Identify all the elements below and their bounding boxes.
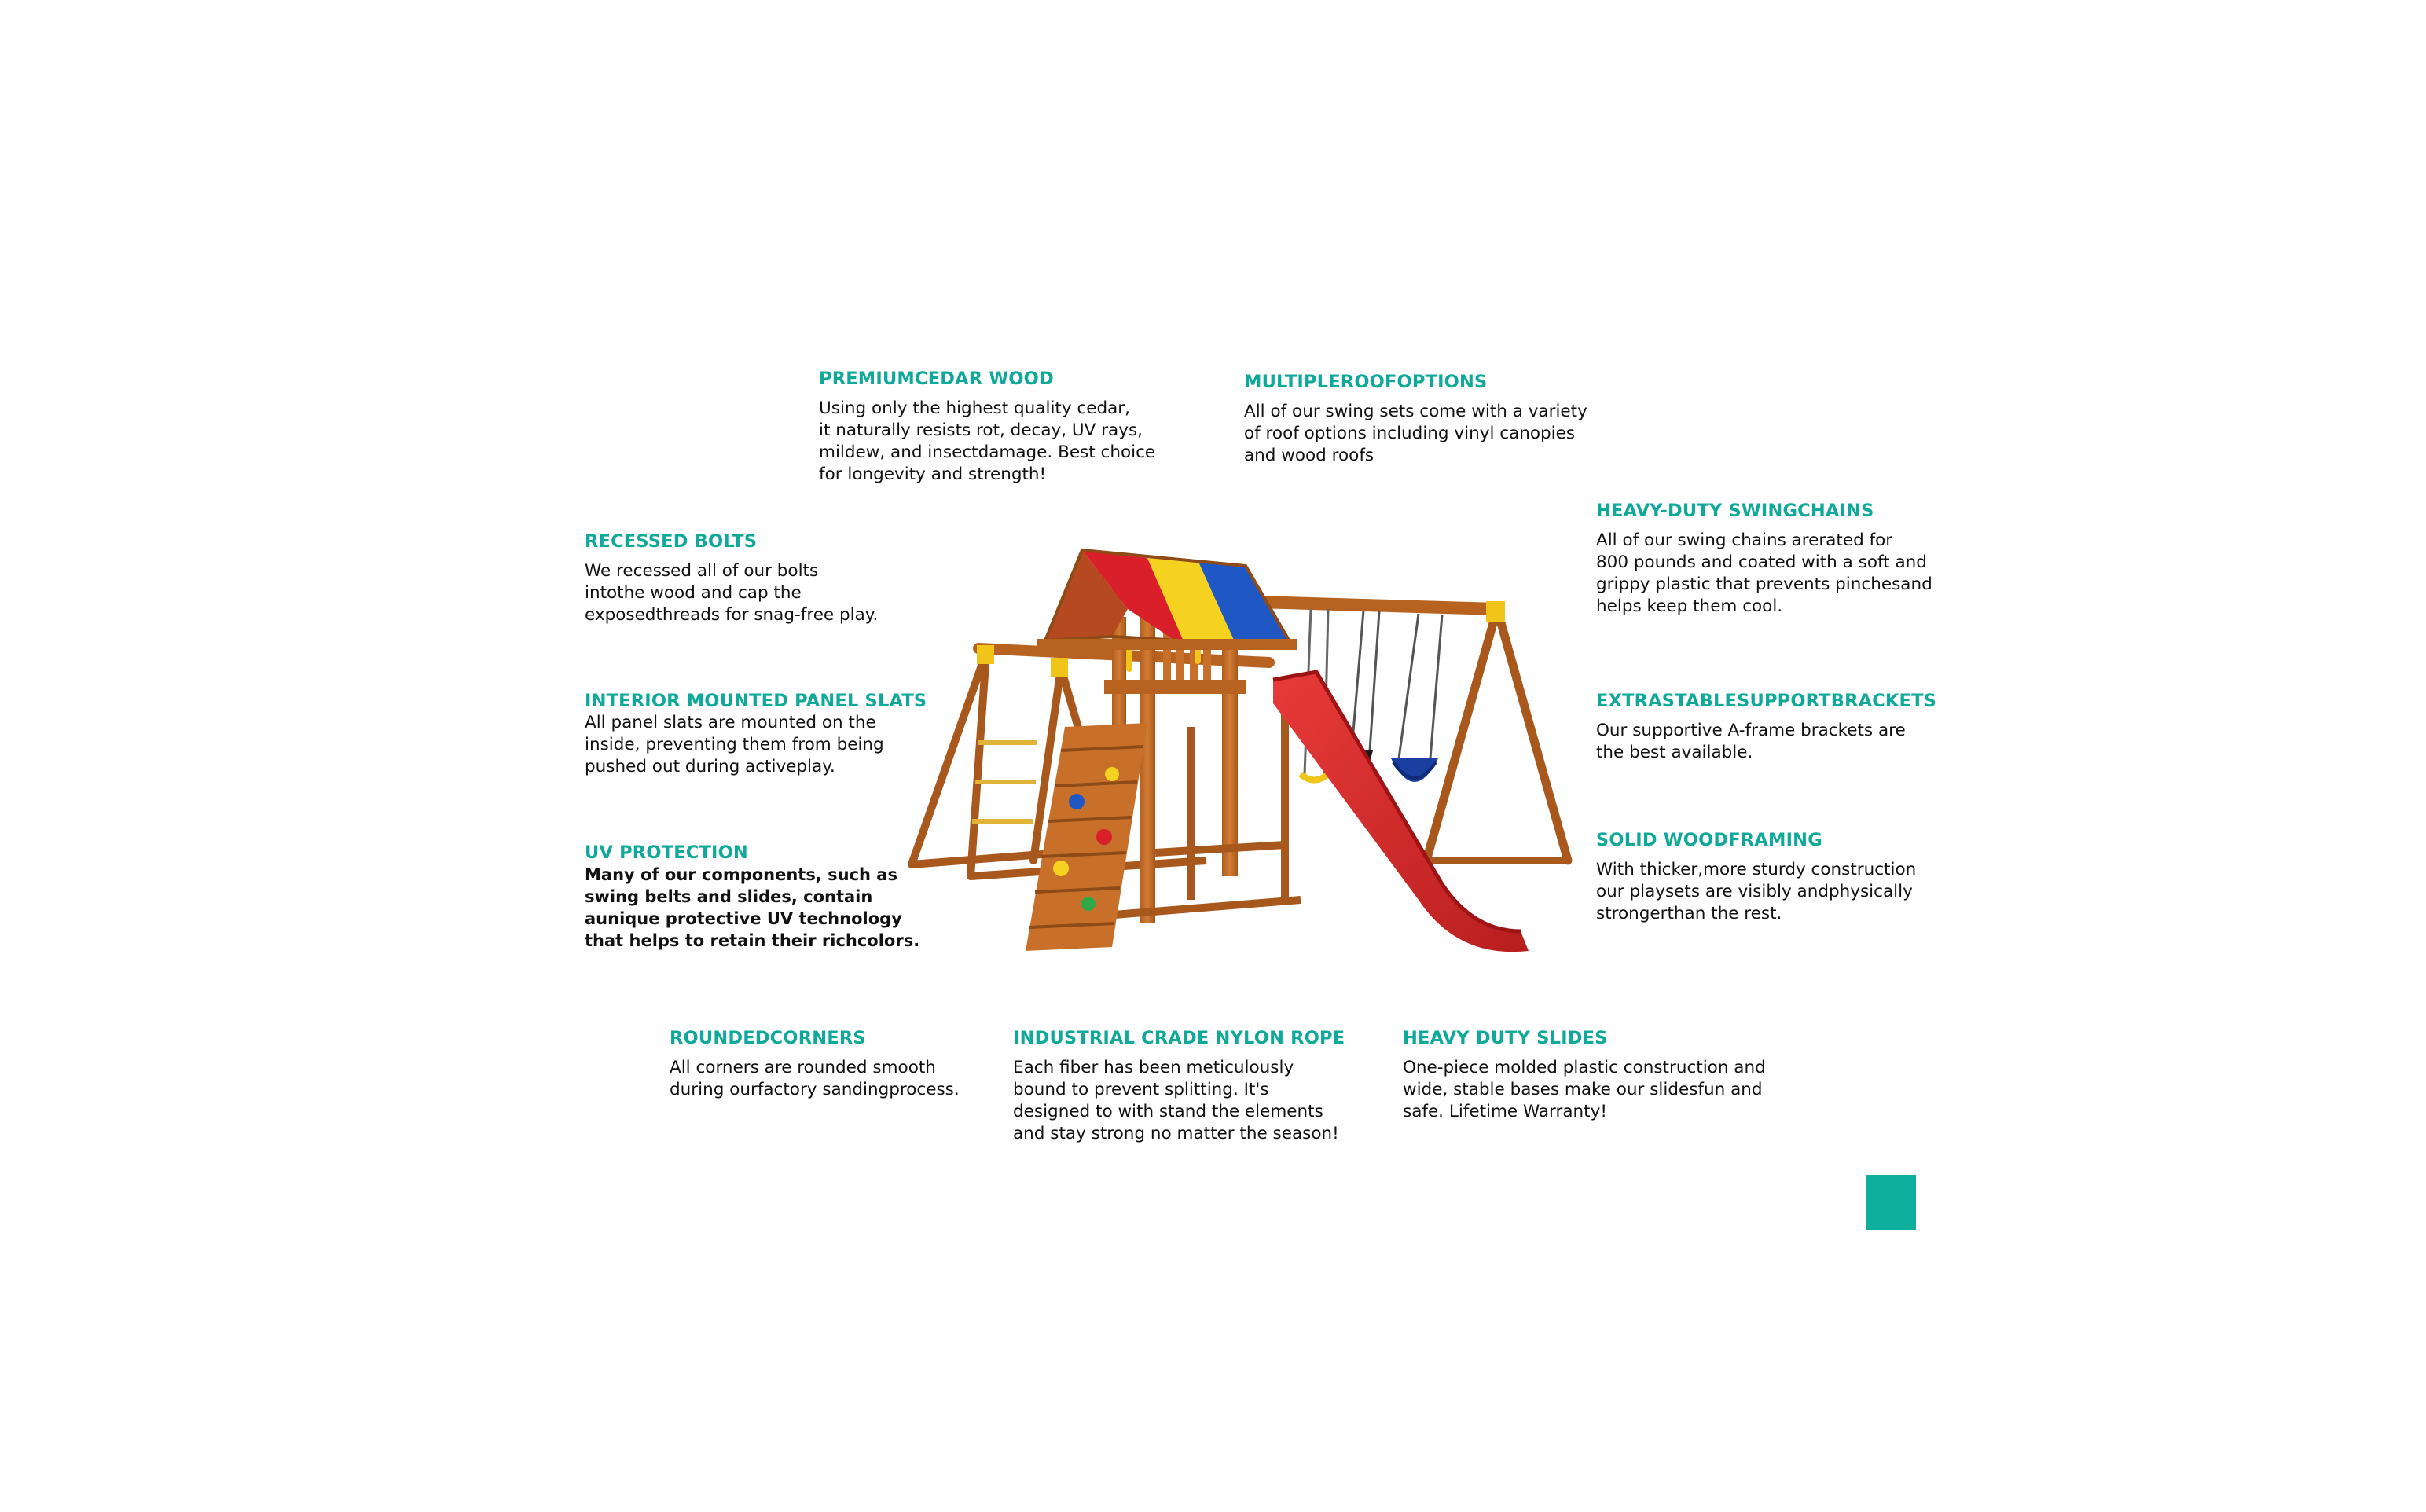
bracket-right — [1486, 601, 1505, 622]
feature-title: ROUNDEDCORNERS — [670, 1028, 866, 1048]
feature-solid-wood-framing — [1596, 829, 1973, 925]
feature-title: EXTRASTABLESUPPORTBRACKETS — [1596, 691, 1937, 711]
feature-premium-cedar-wood — [819, 368, 1188, 486]
climbing-hold — [1053, 861, 1069, 876]
feature-extra-stable-support-brackets — [1596, 690, 1973, 764]
feature-heavy-duty-slides — [1403, 1027, 1788, 1123]
feature-multiple-roof-options — [1244, 371, 1613, 467]
trapeze-bar — [1301, 774, 1328, 780]
feature-description: All corners are rounded smooth during ourfactory sandingprocess. — [670, 1058, 960, 1099]
climbing-hold — [1081, 897, 1096, 911]
right-a-frame — [1426, 609, 1568, 861]
feature-description: All panel slats are mounted on the inside, preventing them from being pushed out during activeplay. — [585, 713, 884, 776]
accent-square — [1866, 1175, 1916, 1230]
fort-deck — [1104, 680, 1246, 694]
feature-title: SOLID WOODFRAMING — [1596, 830, 1822, 850]
climbing-hold — [1105, 767, 1119, 781]
bracket-left-2 — [1051, 658, 1068, 677]
feature-title: UV PROTECTION — [585, 842, 748, 863]
feature-description: One-piece molded plastic construction and wide, stable bases make our slidesfun and safe. Lifetime Warranty! — [1403, 1058, 1766, 1121]
feature-title: MULTIPLEROOFOPTIONS — [1244, 372, 1488, 392]
bracket-left-1 — [977, 645, 994, 664]
feature-description: We recessed all of our bolts intothe wood and cap the exposedthreads for snag-free play. — [585, 561, 879, 625]
feature-description: Many of our components, such as swing belts and slides, contain aunique protective UV technology that helps to retain their richcolors. — [585, 865, 920, 950]
canopy-roof — [1045, 550, 1293, 648]
feature-description: With thicker,more sturdy construction our playsets are visibly andphysically strongerthan the rest. — [1596, 860, 1917, 923]
slide — [1273, 672, 1529, 952]
swing-chains — [1352, 611, 1442, 758]
feature-description: Each fiber has been meticulously bound to prevent splitting. It's designed to with stand the elements and stay strong no matter the season! — [1013, 1058, 1339, 1143]
feature-rounded-corners — [670, 1027, 1000, 1101]
feature-title: INDUSTRIAL CRADE NYLON ROPE — [1013, 1028, 1345, 1048]
feature-description: Our supportive A-frame brackets are the best available. — [1596, 721, 1906, 762]
feature-title: PREMIUMCEDAR WOOD — [819, 369, 1054, 389]
feature-title: HEAVY DUTY SLIDES — [1403, 1028, 1608, 1048]
feature-description: All of our swing chains arerated for 800 pounds and coated with a soft and grippy plastic that prevents pinchesand helps keep them cool. — [1596, 530, 1932, 616]
feature-title: INTERIOR MOUNTED PANEL SLATS — [585, 691, 927, 711]
feature-industrial-nylon-rope — [1013, 1027, 1367, 1145]
feature-title: RECESSED BOLTS — [585, 531, 758, 552]
playset-image — [876, 491, 1584, 963]
feature-description: Using only the highest quality cedar, it naturally resists rot, decay, UV rays, mildew, and insectdamage. Best choice for longevity and strength! — [819, 398, 1156, 484]
feature-title: HEAVY-DUTY SWINGCHAINS — [1596, 501, 1874, 521]
feature-description: All of our swing sets come with a variety of roof options including vinyl canopies and wood roofs — [1244, 402, 1587, 465]
climbing-hold — [1069, 794, 1085, 809]
feature-heavy-duty-swing-chains — [1596, 500, 1973, 618]
climbing-hold — [1096, 829, 1112, 845]
